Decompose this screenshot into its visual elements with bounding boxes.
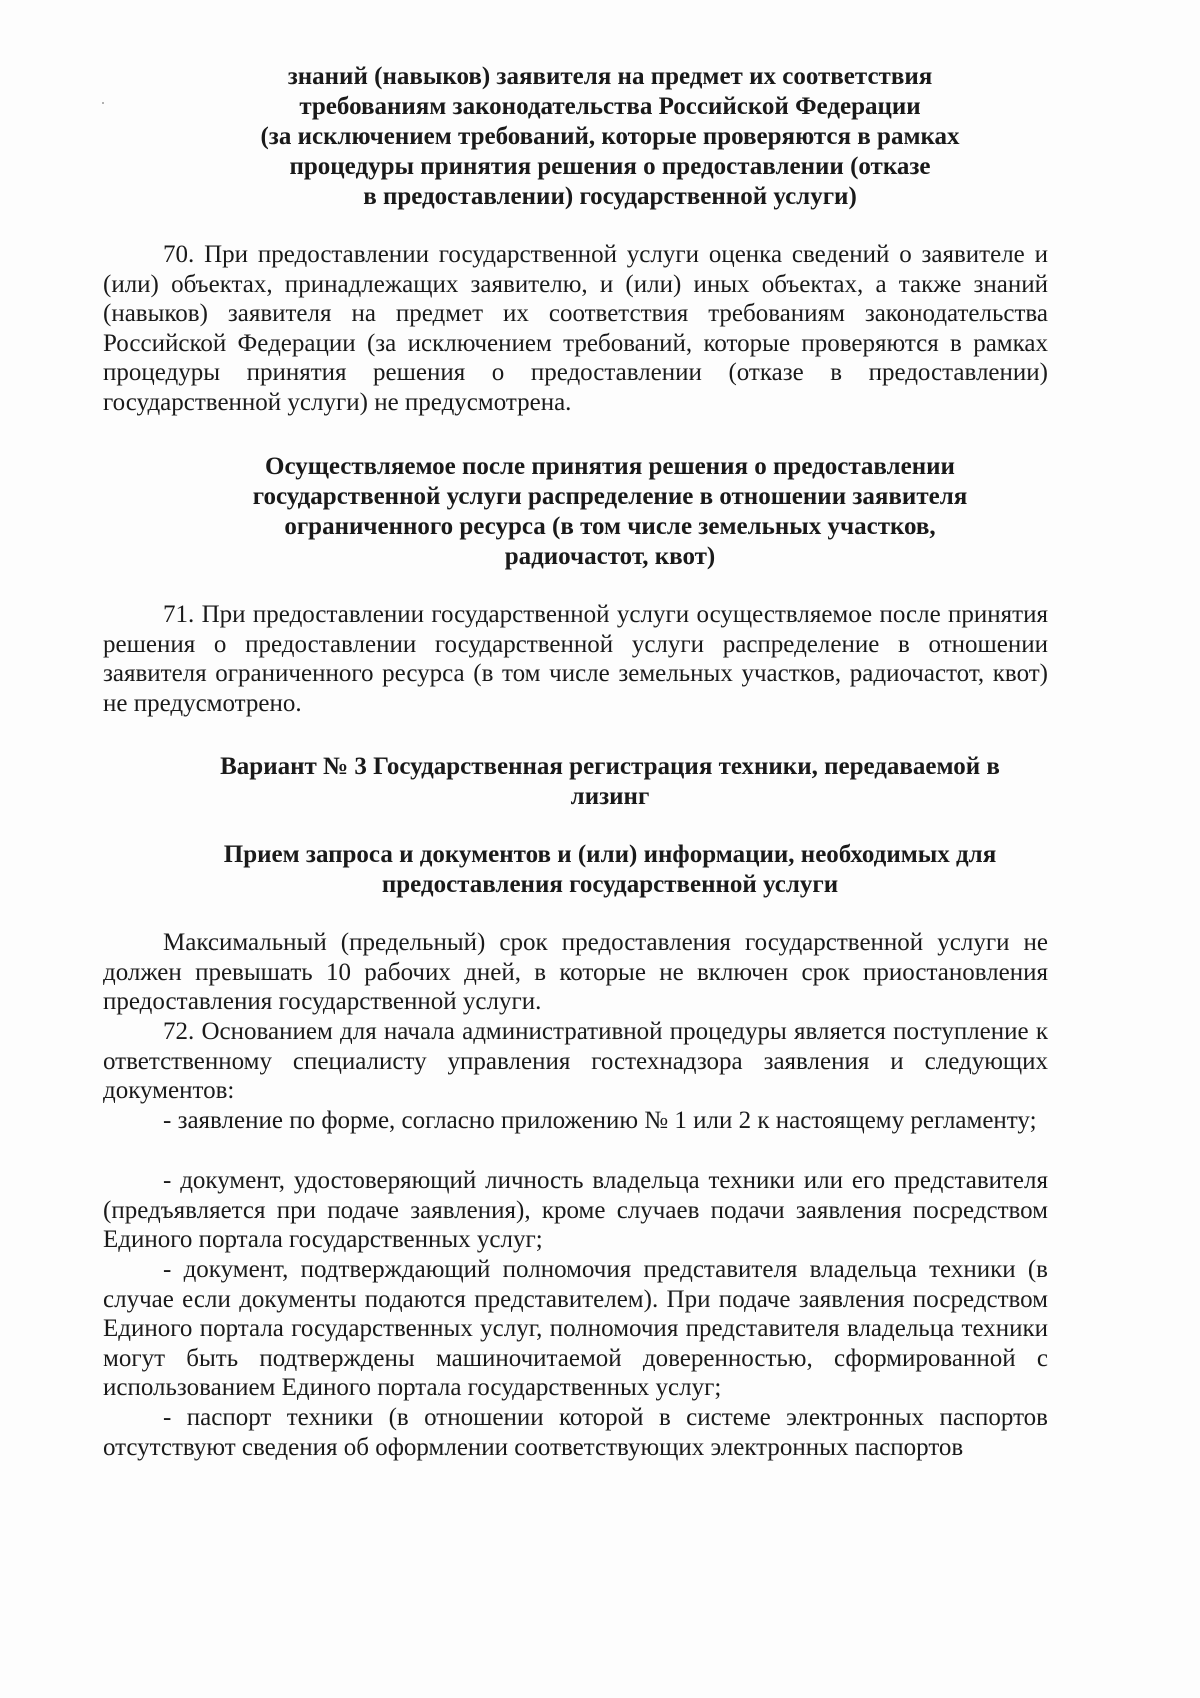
paragraph-70: 70. При предоставлении государственной услуги оценка сведений о заявителе и (или) объектах, принадлежащих заявителю, и (или) иных объектах, а также знаний (навыков) заявителя на предмет их соответствия требованиям законодательства Российской Федерации (за исключением требований, которые проверяются в рамках процедуры принятия решения о предоставлении (отказе в предоставлении) государственной услуги) не предусмотрена.: [103, 241, 1048, 416]
list-item-application: - заявление по форме, согласно приложению № 1 или 2 к настоящему регламенту;: [163, 1107, 1037, 1134]
paragraph-71: 71. При предоставлении государственной услуги осуществляемое после принятия решения о предоставлении государственной услуги распределение в отношении заявителя ограниченного ресурса (в том числе земельных участков, радиочастот, квот) не предусмотрено.: [103, 601, 1048, 717]
heading-variant-3: Вариант № 3 Государственная регистрация техники, передаваемой в лизинг: [220, 753, 1000, 810]
list-item-authority-document: - документ, подтверждающий полномочия представителя владельца техники (в случае если документы подаются представителем). При подаче заявления посредством Единого портала государственных услуг, полномочия представителя владельца техники могут быть подтверждены машиночитаемой доверенностью, сформированной с использованием Единого портала государственных услуг;: [103, 1256, 1048, 1402]
heading-reception: Прием запроса и документов и (или) информации, необходимых для предоставления государственной услуги: [223, 841, 997, 898]
paragraph-72: 72. Основанием для начала административной процедуры является поступление к ответственному специалисту управления гостехнадзора заявления и следующих документов:: [103, 1018, 1048, 1105]
heading-assessment: знаний (навыков) заявителя на предмет их соответствия требованиям законодательства Российской Федерации (за исключением требований, которые проверяются в рамках процедуры принятия решения о предоставлении (отказе в предоставлении) государственной услуги): [260, 63, 960, 210]
scan-speck: [102, 102, 104, 104]
list-item-technical-passport: - паспорт техники (в отношении которой в системе электронных паспортов отсутствуют сведения об оформлении соответствующих электронных паспортов: [103, 1404, 1048, 1461]
paragraph-max-term: Максимальный (предельный) срок предоставления государственной услуги не должен превышать 10 рабочих дней, в которые не включен срок приостановления предоставления государственной услуги.: [103, 929, 1048, 1016]
heading-limited-resource: Осуществляемое после принятия решения о предоставлении государственной услуги распределение в отношении заявителя ограниченного ресурса (в том числе земельных участков, радиочастот, квот): [252, 453, 968, 570]
list-item-identity-document: - документ, удостоверяющий личность владельца техники или его представителя (предъявляется при подаче заявления), кроме случаев подачи заявления посредством Единого портала государственных услуг;: [103, 1167, 1048, 1254]
